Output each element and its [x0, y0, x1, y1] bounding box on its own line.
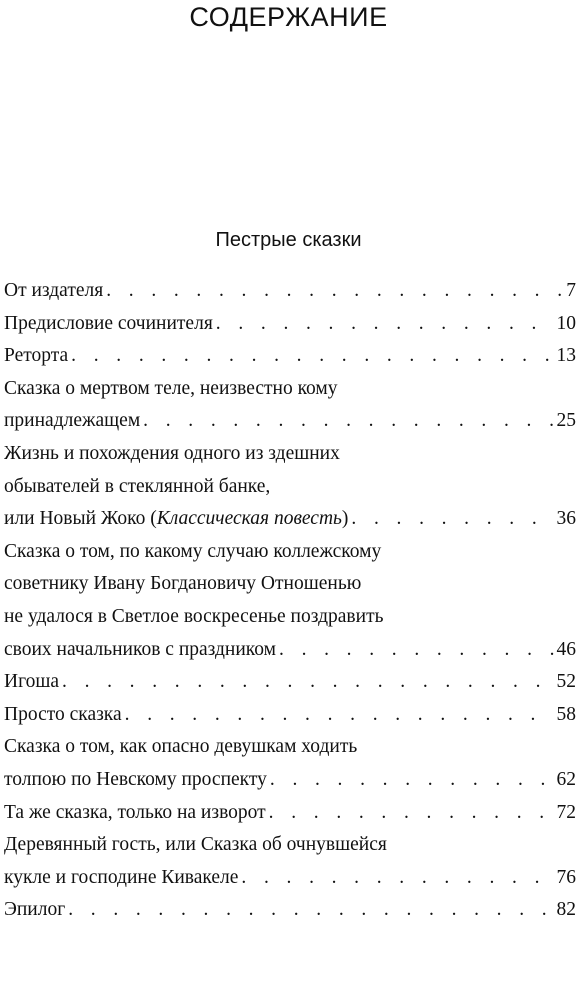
- dot-leader: [216, 308, 554, 341]
- toc-page-number: 7: [566, 280, 576, 301]
- toc-entry-title: Реторта: [4, 345, 69, 367]
- section-title: Пестрые сказки: [215, 229, 362, 251]
- toc-page-number: 62: [556, 768, 576, 790]
- toc-entry[interactable]: [4, 894, 576, 927]
- toc-entry[interactable]: [4, 797, 576, 830]
- dot-leader: [125, 699, 554, 732]
- dot-leader: [68, 894, 553, 927]
- toc-page-number: 36: [556, 508, 576, 530]
- toc-entry-title: или Новый Жоко (Классическая повесть): [4, 508, 349, 530]
- toc-page-number: 46: [556, 638, 576, 660]
- toc-page-number: 25: [556, 410, 576, 432]
- toc-entry-title: кукле и господине Кивакеле: [4, 866, 239, 888]
- table-of-contents: [4, 275, 576, 927]
- page-title: СОДЕРЖАНИЕ: [189, 2, 388, 32]
- toc-entry-title: толпою по Невскому проспекту: [4, 768, 267, 790]
- toc-entry-title: От издателя: [4, 280, 104, 301]
- toc-entry-title: своих начальников с праздником: [4, 638, 277, 660]
- toc-entry-title: Та же сказка, только на изворот: [4, 801, 266, 823]
- toc-page-number: 58: [556, 703, 576, 725]
- toc-entry[interactable]: [4, 308, 576, 341]
- toc-entry-title: обывателей в стеклянной банке,: [4, 475, 271, 497]
- toc-entry[interactable]: [4, 275, 576, 308]
- toc-entry-title: не удалося в Светлое воскресенье поздравить: [4, 605, 384, 627]
- toc-entry-title: Жизнь и похождения одного из здешних: [4, 442, 340, 464]
- dot-leader: [71, 340, 553, 373]
- toc-entry-subtitle-italic: Классическая повесть: [156, 508, 342, 530]
- dot-leader: [62, 666, 553, 699]
- toc-page-number: 13: [556, 345, 576, 367]
- toc-entry-title: Предисловие сочинителя: [4, 312, 213, 334]
- toc-entry[interactable]: [4, 731, 576, 796]
- toc-page-number: 76: [556, 866, 576, 888]
- toc-entry-title: советнику Ивану Богдановичу Отношенью: [4, 573, 362, 595]
- toc-entry-title: Эпилог: [4, 899, 66, 921]
- toc-page-number: 82: [556, 899, 576, 921]
- toc-entry-title: Игоша: [4, 671, 60, 693]
- dot-leader: [270, 764, 554, 797]
- toc-entry[interactable]: [4, 666, 576, 699]
- toc-entry[interactable]: [4, 373, 576, 438]
- toc-page-number: 10: [556, 312, 576, 334]
- toc-entry[interactable]: [4, 438, 576, 536]
- toc-entry-title: Деревянный гость, или Сказка об очнувшейся: [4, 834, 387, 856]
- toc-entry-title: Сказка о том, как опасно девушкам ходить: [4, 736, 358, 758]
- toc-entry[interactable]: [4, 699, 576, 732]
- dot-leader: [351, 503, 553, 536]
- toc-entry[interactable]: [4, 536, 576, 666]
- dot-leader: [106, 275, 563, 308]
- toc-entry[interactable]: [4, 829, 576, 894]
- toc-entry-title: Сказка о том, по какому случаю коллежскому: [4, 540, 382, 562]
- dot-leader: [279, 634, 553, 667]
- toc-entry-title: Просто сказка: [4, 703, 122, 725]
- toc-entry-title: Сказка о мертвом теле, неизвестно кому: [4, 377, 338, 399]
- toc-entry[interactable]: [4, 340, 576, 373]
- dot-leader: [269, 797, 554, 830]
- toc-page-number: 72: [556, 801, 576, 823]
- dot-leader: [143, 405, 553, 438]
- toc-page-number: 52: [556, 671, 576, 693]
- toc-entry-title: принадлежащем: [4, 410, 141, 432]
- dot-leader: [241, 862, 553, 895]
